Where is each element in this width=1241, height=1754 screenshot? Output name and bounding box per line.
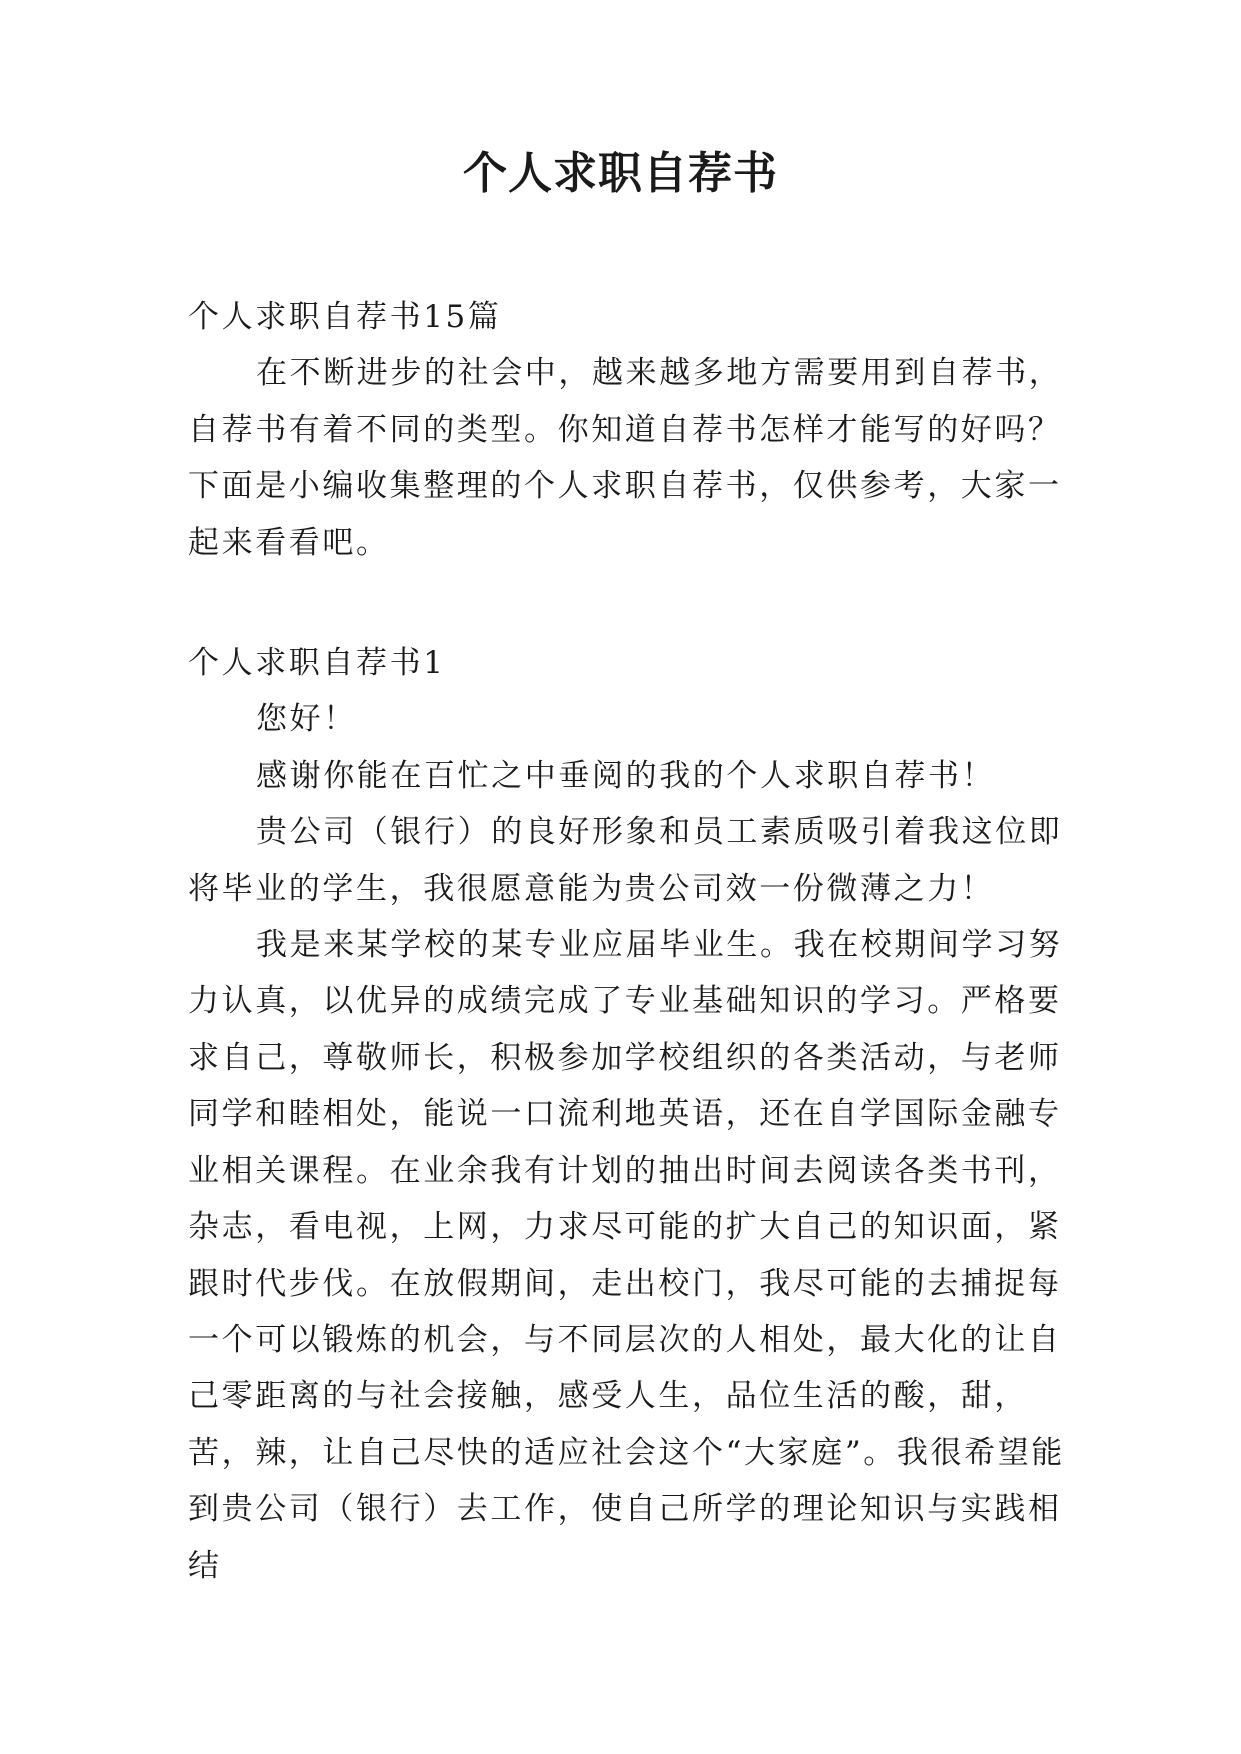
intro-paragraph: 在不断进步的社会中，越来越多地方需要用到自荐书，自荐书有着不同的类型。你知道自荐书怎样才能写的好吗？下面是小编收集整理的个人求职自荐书，仅供参考，大家一起来看看吧。 xyxy=(188,355,1063,561)
body-paragraph: 我是来某学校的某专业应届毕业生。我在校期间学习努力认真，以优异的成绩完成了专业基础知识的学习。严格要求自己，尊敬师长，积极参加学校组织的各类活动，与老师同学和睦相处，能说一口流利地英语，还在自学国际金融专业相关课程。在业余我有计划的抽出时间去阅读各类书刊，杂志，看电视，上网，力求尽可能的扩大自己的知识面，紧跟时代步伐。在放假期间，走出校门，我尽可能的去捕捉每一个可以锻炼的机会，与不同层次的人相处，最大化的让自己零距离的与社会接触，感受人生，品位生活的酸，甜，苦，辣，让自己尽快的适应社会这个“大家庭”。我很希望能到贵公司（银行）去工作，使自己所学的理论知识与实践相结 xyxy=(188,927,1065,1584)
greeting: 您好！ xyxy=(256,701,357,738)
body-paragraph: 贵公司（银行）的良好形象和员工素质吸引着我这位即将毕业的学生，我很愿意能为贵公司效一份微薄之力！ xyxy=(188,814,1063,907)
document-subtitle: 个人求职自荐书15篇 xyxy=(188,299,502,335)
section-heading: 个人求职自荐书1 xyxy=(188,645,446,682)
document-body xyxy=(188,289,1078,1594)
document-title: 个人求职自荐书 xyxy=(463,148,778,199)
body-paragraph: 感谢你能在百忙之中垂阅的我的个人求职自荐书！ xyxy=(256,757,996,794)
section-spacer xyxy=(188,571,1078,635)
